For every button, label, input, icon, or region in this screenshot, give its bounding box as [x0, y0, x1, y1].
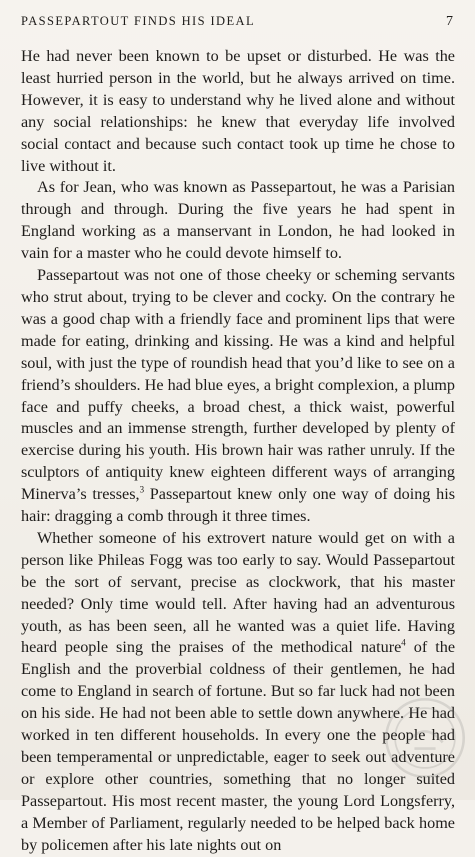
- paragraph-text: Passepartout knew only one way of doing his hair: dragging a comb through it three times.: [21, 485, 455, 526]
- footnote-marker: 3: [139, 484, 145, 495]
- paragraph-text: of the English and the proverbial coldness of their gentlemen, he had come to England in search of fortune. But so far luck had not been on his side. He had not been able to settle down anywhere. He had worked in ten different households. In every one the people had been temperamental or unpredictable, eager to seek out adventure or explore other countries, something that no longer suited Passepartout. His most recent master, the young Lord Longsferry, a Member of Parliament, regularly needed to be helped back home by policemen after his late nights out on: [21, 638, 456, 854]
- paragraph-text: Passepartout was not one of those cheeky or scheming servants who strut about, trying to be clever and cocky. On the contrary he was a good chap with a friendly face and prominent lips that were made for eating, drinking and kissing. He was a kind and helpful soul, with just the type of roundish head that you’d like to see on a friend’s shoulders. He had blue eyes, a bright complexion, a plump face and puffy cheeks, a broad chest, a thick waist, powerful muscles and an immense strength, further developed by plenty of exercise during his youth. His brown hair was rather unruly. If the sculptors of antiquity knew eighteen different ways of arranging Minerva’s tresses,: [21, 266, 455, 504]
- body-text: [21, 46, 455, 857]
- running-title: PASSEPARTOUT FINDS HIS IDEAL: [21, 14, 255, 28]
- paragraph-text: He had never been known to be upset or disturbed. He was the least hurried person in the world, but he always arrived on time. However, it is easy to understand why he lived alone and without any social relationships: he knew that everyday life involved social contact and because such contact took up time he chose to live without it.: [21, 47, 455, 175]
- paragraph-3: [21, 265, 455, 528]
- page-number: 7: [446, 14, 453, 29]
- paragraph-1: [21, 46, 455, 177]
- paragraph-4: [21, 528, 455, 857]
- paragraph-2: [21, 177, 455, 265]
- running-head: [21, 14, 455, 34]
- footnote-marker: 4: [401, 638, 406, 649]
- paragraph-text: As for Jean, who was known as Passepartout, he was a Parisian through and through. During the five years he had spent in England working as a manservant in London, he had looked in vain for a master who he could devote himself to.: [21, 178, 455, 263]
- paragraph-text: Whether someone of his extrovert nature would get on with a person like Phileas Fogg was too early to say. Would Passepartout be the sort of servant, precise as clockwork, that his master needed? Only time would tell. After having had an adventurous youth, as has been seen, all he wanted was a quiet life. Having heard people sing the praises of the methodical nature: [21, 528, 455, 657]
